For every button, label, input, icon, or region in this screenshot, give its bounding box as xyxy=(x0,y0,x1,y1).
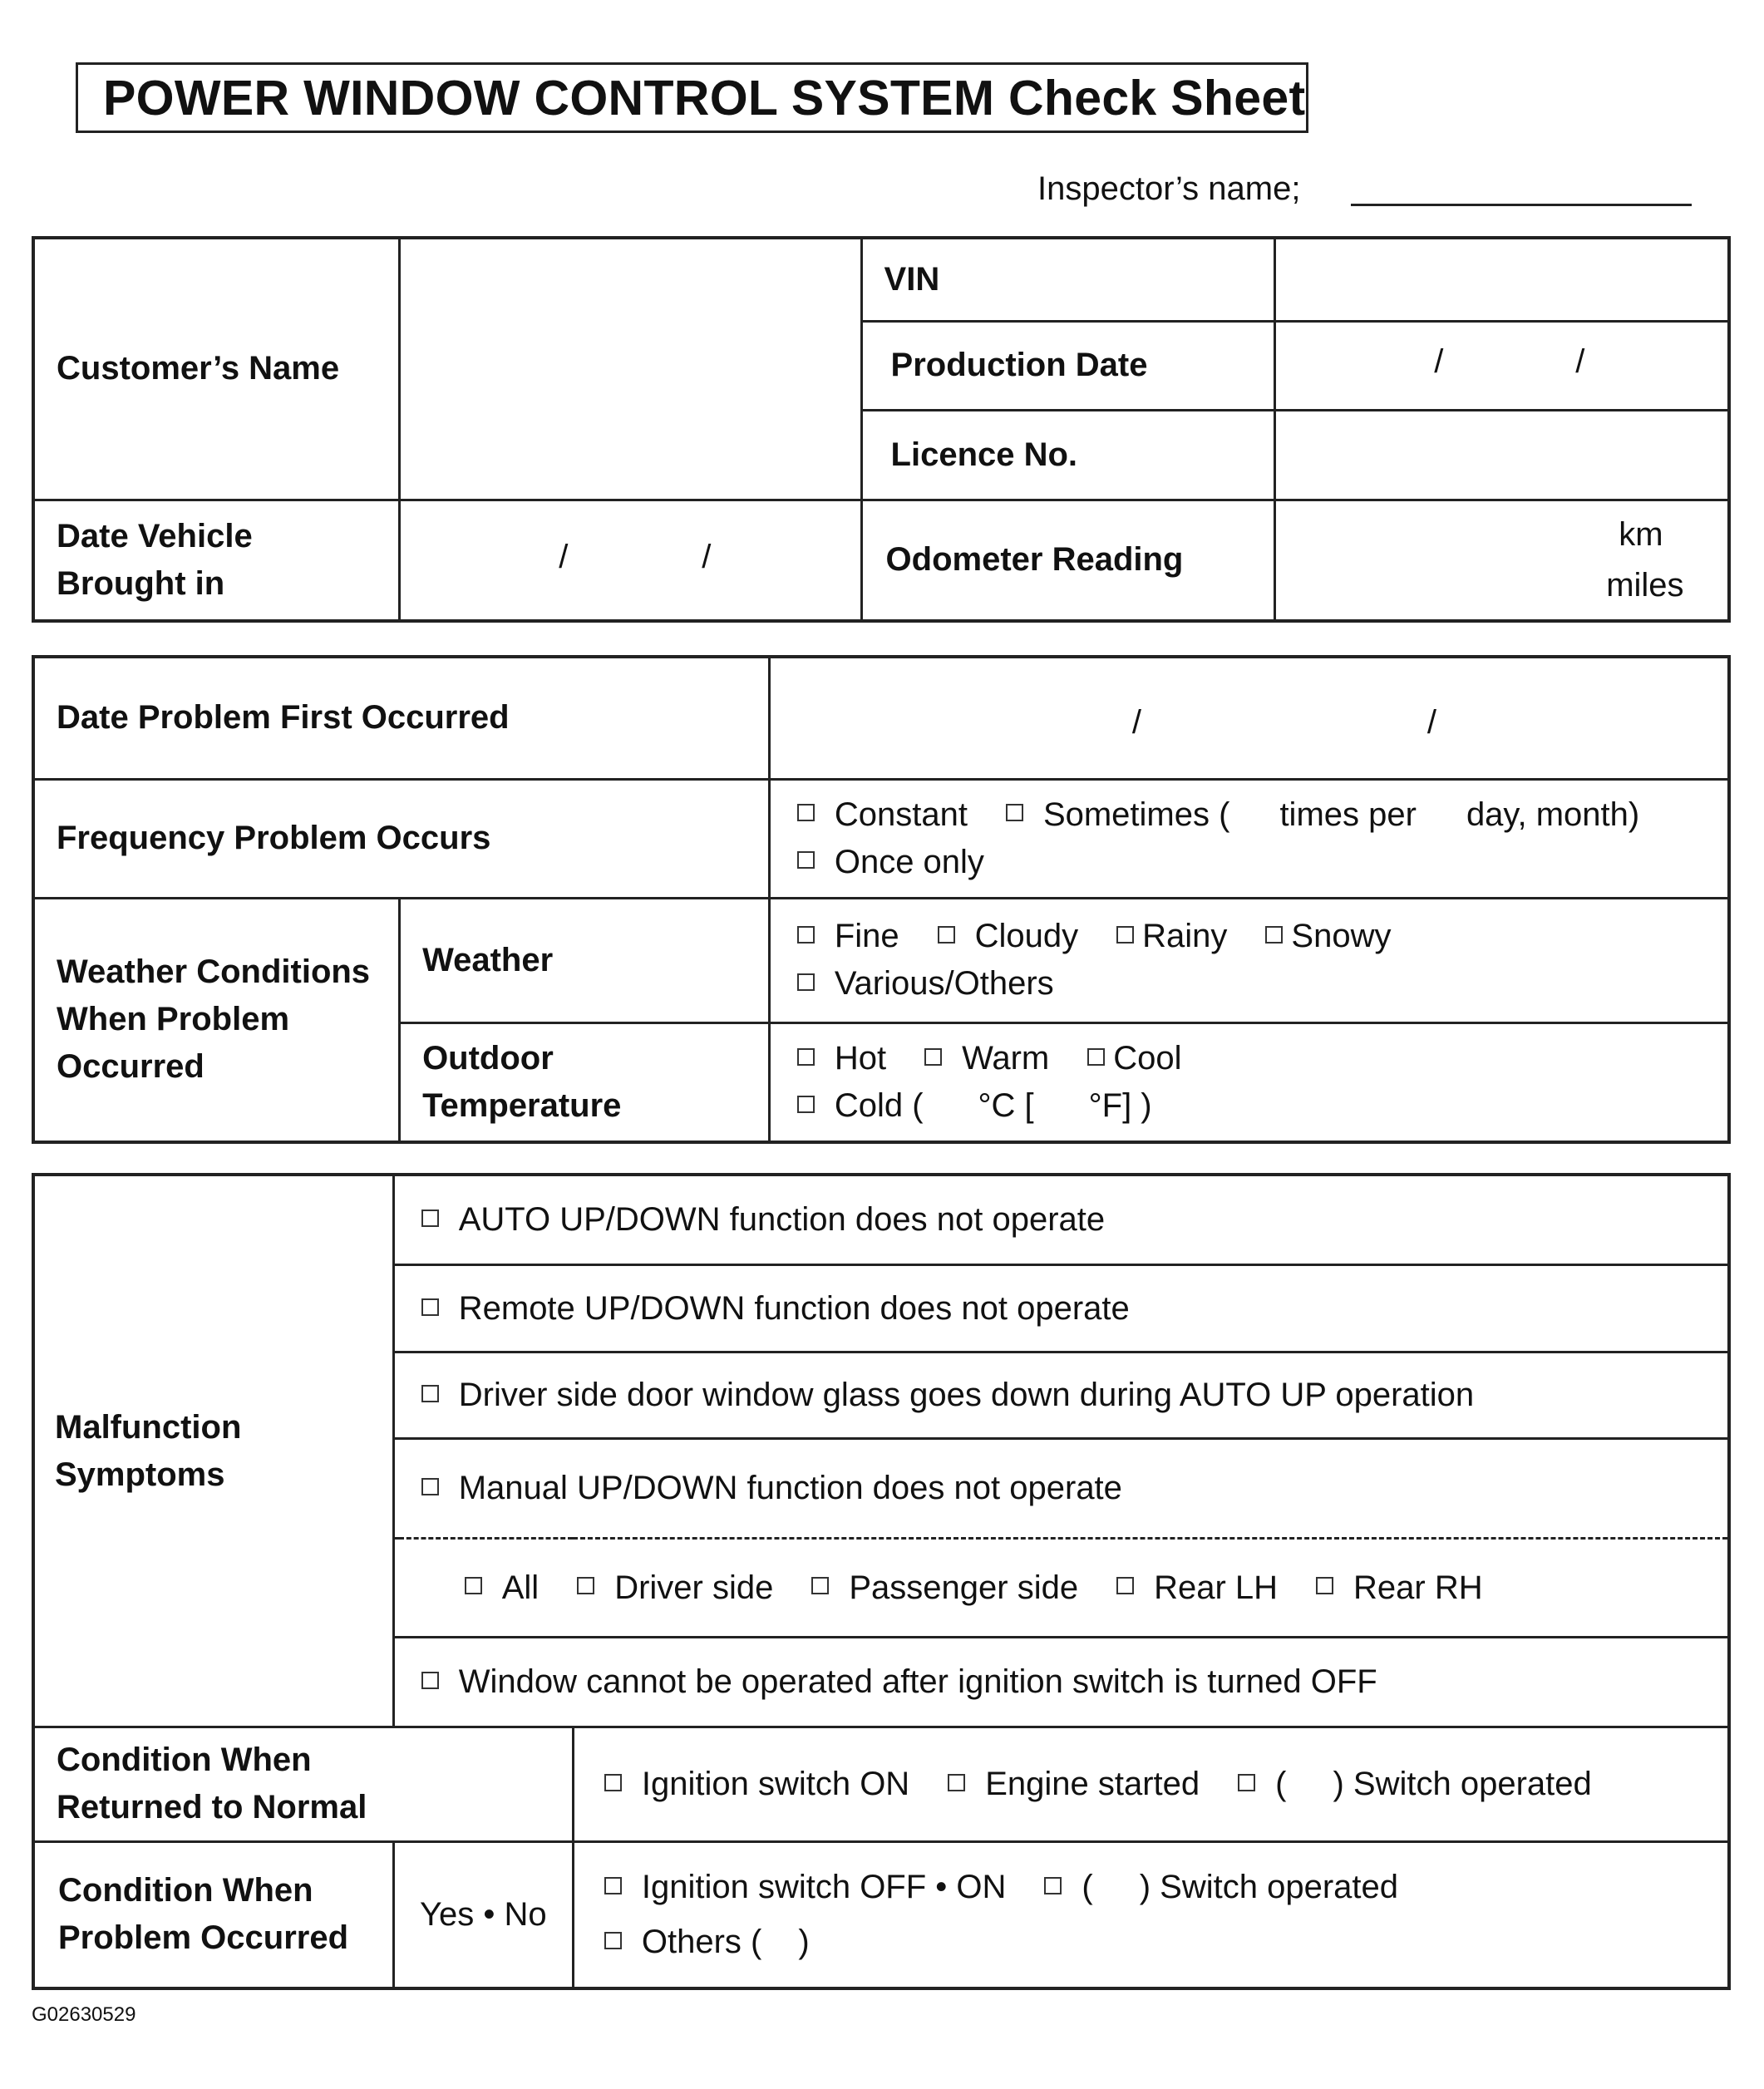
date-separator: / xyxy=(702,538,712,575)
checkbox[interactable] xyxy=(811,1577,829,1594)
frequency-sometimes-option[interactable]: Sometimes ( xyxy=(1006,796,1230,833)
temperature-options xyxy=(769,1022,1729,1142)
date-first-field[interactable] xyxy=(769,657,1729,779)
symptoms-label-line1: Malfunction xyxy=(55,1408,242,1446)
customer-name-field[interactable] xyxy=(400,238,861,500)
position-rear-lh-option[interactable]: Rear LH xyxy=(1116,1564,1278,1612)
temperature-label-line1: Outdoor xyxy=(422,1039,554,1077)
weather-snowy-option[interactable]: Snowy xyxy=(1265,918,1391,954)
km-unit: km xyxy=(1619,515,1663,553)
production-date-label-cell xyxy=(861,321,1275,410)
occurred-label-line2: Problem Occurred xyxy=(58,1919,349,1957)
date-first-label: Date Problem First Occurred xyxy=(57,699,510,737)
yes-no-cell[interactable] xyxy=(393,1841,573,1988)
inspector-name-field[interactable] xyxy=(1351,204,1692,206)
checkbox[interactable] xyxy=(948,1774,965,1791)
checkbox[interactable] xyxy=(577,1577,594,1594)
returned-ignition-on-option[interactable]: Ignition switch ON xyxy=(604,1761,909,1808)
position-all-option[interactable]: All xyxy=(465,1564,539,1612)
date-separator: / xyxy=(1575,342,1585,380)
weather-group-label-line3: Occurred xyxy=(57,1048,204,1086)
occurred-label-cell xyxy=(33,1841,393,1988)
licence-label-cell xyxy=(861,410,1275,500)
figure-code: G02630529 xyxy=(32,2003,136,2026)
symptoms-label-line2: Symptoms xyxy=(55,1456,225,1493)
odometer-label-cell xyxy=(861,500,1275,621)
checkbox[interactable] xyxy=(604,1774,622,1791)
date-brought-in-field[interactable] xyxy=(400,500,861,621)
symptom-position-options xyxy=(393,1539,1729,1637)
checkbox[interactable] xyxy=(1087,1048,1105,1066)
yes-no-label: Yes • No xyxy=(419,1895,547,1933)
checkbox[interactable] xyxy=(797,804,815,821)
date-separator: / xyxy=(1131,704,1141,741)
temperature-cold-option[interactable]: Cold ( xyxy=(797,1087,924,1124)
occurred-switch-operated-option[interactable]: ( ) Switch operated xyxy=(1044,1869,1398,1905)
temperature-hot-option[interactable]: Hot xyxy=(797,1035,886,1082)
checkbox[interactable] xyxy=(938,926,955,943)
checkbox[interactable] xyxy=(421,1298,439,1316)
symptom-auto-updown[interactable]: AUTO UP/DOWN function does not operate xyxy=(393,1175,1729,1264)
frequency-once-option[interactable]: Once only xyxy=(797,839,1727,886)
returned-switch-operated-option[interactable]: ( ) Switch operated xyxy=(1238,1766,1592,1802)
checkbox[interactable] xyxy=(1044,1877,1062,1894)
weather-options xyxy=(769,898,1729,1022)
checkbox[interactable] xyxy=(421,1672,439,1689)
customer-name-label-cell xyxy=(33,238,400,500)
symptoms-table xyxy=(32,1173,1731,1990)
date-brought-in-label-cell xyxy=(33,500,400,621)
symptom-glass-goes-down[interactable]: Driver side door window glass goes down during AUTO UP operation xyxy=(393,1352,1729,1438)
checkbox[interactable] xyxy=(421,1210,439,1227)
checkbox[interactable] xyxy=(797,851,815,869)
fahrenheit-unit: °F] ) xyxy=(1088,1086,1152,1124)
vehicle-info-table xyxy=(32,236,1731,623)
miles-unit: miles xyxy=(1606,566,1684,604)
returned-label-line2: Returned to Normal xyxy=(57,1789,367,1826)
date-separator: / xyxy=(559,538,569,575)
returned-label-cell xyxy=(33,1727,573,1842)
frequency-options xyxy=(769,779,1729,898)
weather-group-label-line2: When Problem xyxy=(57,1001,290,1038)
checkbox[interactable] xyxy=(421,1478,439,1495)
occurred-options xyxy=(573,1841,1729,1988)
checkbox[interactable] xyxy=(797,926,815,943)
date-brought-in-label-line1: Date Vehicle xyxy=(57,517,253,554)
weather-group-label-cell xyxy=(33,898,400,1142)
licence-field[interactable] xyxy=(1275,410,1729,500)
checkbox[interactable] xyxy=(1238,1774,1255,1791)
frequency-label-cell xyxy=(33,779,769,898)
checkbox[interactable] xyxy=(465,1577,482,1594)
returned-label-line1: Condition When xyxy=(57,1742,312,1779)
weather-cloudy-option[interactable]: Cloudy xyxy=(938,913,1079,960)
returned-options xyxy=(573,1727,1729,1842)
checkbox[interactable] xyxy=(1265,926,1283,943)
position-driver-option[interactable]: Driver side xyxy=(577,1564,773,1612)
weather-label-cell xyxy=(400,898,770,1022)
checkbox[interactable] xyxy=(604,1877,622,1894)
odometer-field[interactable] xyxy=(1275,500,1729,621)
weather-group-label-line1: Weather Conditions xyxy=(57,953,371,991)
day-month-label: day, month) xyxy=(1466,796,1640,833)
weather-fine-option[interactable]: Fine xyxy=(797,913,899,960)
position-passenger-option[interactable]: Passenger side xyxy=(811,1564,1078,1612)
checkbox[interactable] xyxy=(797,1096,815,1113)
checkbox[interactable] xyxy=(1006,804,1023,821)
checkbox[interactable] xyxy=(797,973,815,991)
symptom-manual-updown[interactable]: Manual UP/DOWN function does not operate xyxy=(393,1438,1729,1538)
occurred-others-option[interactable]: Others ( ) xyxy=(604,1914,1727,1969)
checkbox[interactable] xyxy=(1316,1577,1333,1594)
symptom-remote-updown[interactable]: Remote UP/DOWN function does not operate xyxy=(393,1264,1729,1352)
temperature-cool-option[interactable]: Cool xyxy=(1087,1040,1181,1077)
checkbox[interactable] xyxy=(1116,926,1134,943)
date-separator: / xyxy=(1426,704,1436,741)
frequency-constant-option[interactable]: Constant xyxy=(797,791,968,839)
frequency-label: Frequency Problem Occurs xyxy=(57,820,491,856)
checkbox[interactable] xyxy=(924,1048,942,1066)
date-brought-in-label-line2: Brought in xyxy=(57,564,225,602)
production-date-label: Production Date xyxy=(890,347,1148,383)
page-title: POWER WINDOW CONTROL SYSTEM Check Sheet xyxy=(76,62,1308,133)
weather-rainy-option[interactable]: Rainy xyxy=(1116,913,1227,960)
customer-name-label: Customer’s Name xyxy=(57,350,340,387)
temperature-label-line2: Temperature xyxy=(422,1086,622,1124)
licence-label: Licence No. xyxy=(890,436,1078,473)
vin-label: VIN xyxy=(884,260,940,298)
vin-label-cell xyxy=(861,238,1275,321)
vin-field[interactable] xyxy=(1275,238,1729,321)
returned-engine-started-option[interactable]: Engine started xyxy=(948,1761,1200,1808)
times-per-label: times per xyxy=(1279,796,1417,833)
date-separator: / xyxy=(1434,342,1444,380)
temperature-warm-option[interactable]: Warm xyxy=(924,1035,1049,1082)
checkbox[interactable] xyxy=(1116,1577,1134,1594)
occurred-label-line1: Condition When xyxy=(58,1872,313,1909)
checkbox[interactable] xyxy=(604,1932,622,1949)
symptoms-label-cell xyxy=(33,1175,393,1727)
symptom-ignition-off[interactable]: Window cannot be operated after ignition switch is turned OFF xyxy=(393,1637,1729,1727)
weather-various-option[interactable]: Various/Others xyxy=(797,960,1727,1008)
odometer-label: Odometer Reading xyxy=(885,541,1184,579)
occurred-ignition-option[interactable]: Ignition switch OFF • ON xyxy=(604,1860,1007,1914)
celsius-unit: °C [ xyxy=(978,1086,1034,1124)
checkbox[interactable] xyxy=(797,1048,815,1066)
inspector-label: Inspector’s name; xyxy=(1037,170,1301,207)
temperature-label-cell xyxy=(400,1022,770,1142)
position-rear-rh-option[interactable]: Rear RH xyxy=(1316,1569,1483,1606)
problem-occurrence-table xyxy=(32,655,1731,1144)
weather-label: Weather xyxy=(422,941,554,978)
date-first-label-cell xyxy=(33,657,769,779)
checkbox[interactable] xyxy=(421,1385,439,1402)
production-date-field[interactable] xyxy=(1275,321,1729,410)
